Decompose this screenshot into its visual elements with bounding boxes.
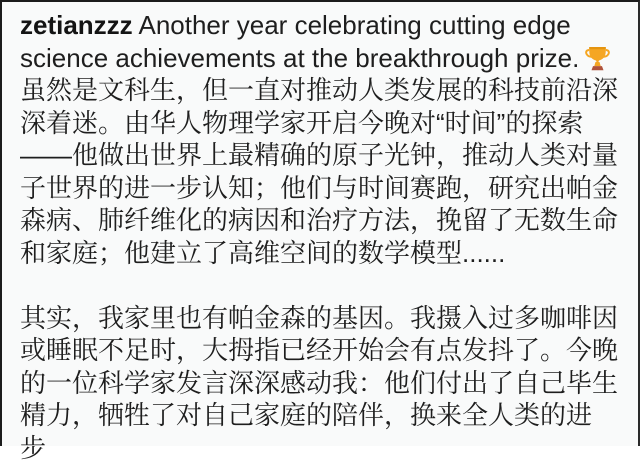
username[interactable]: zetianzzz [20,10,133,40]
caption-line [20,42,630,75]
caption-line: 子世界的进一步认知；他们与时间赛跑，研究出帕金 [20,172,630,205]
caption-line: 精力，牺牲了对自己家庭的陪伴，换来全人类的进 [20,399,630,432]
caption-line: 的一位科学家发言深深感动我：他们付出了自己毕生 [20,367,630,400]
caption-text: Another year celebrating cutting edge [133,10,571,40]
caption-line: 其实，我家里也有帕金森的基因。我摄入过多咖啡因 [20,302,630,335]
paragraph-gap [20,269,630,302]
caption-line: 深着迷。由华人物理学家开启今晚对“时间”的探索 [20,107,630,140]
caption-text: science achievements at the breakthrough prize. [20,43,579,73]
caption-line: 虽然是文科生，但一直对推动人类发展的科技前沿深 [20,74,630,107]
caption-line: 森病、肺纤维化的病因和治疗方法，挽留了无数生命 [20,204,630,237]
caption-line: 和家庭；他建立了高维空间的数学模型...... [20,237,630,270]
caption-line: ——他做出世界上最精确的原子光钟，推动人类对量 [20,139,630,172]
caption-line [20,9,630,42]
caption-line: 或睡眠不足时，大拇指已经开始会有点发抖了。今晚 [20,334,630,367]
caption-line: 步 [20,432,630,464]
trophy-icon [584,44,611,71]
